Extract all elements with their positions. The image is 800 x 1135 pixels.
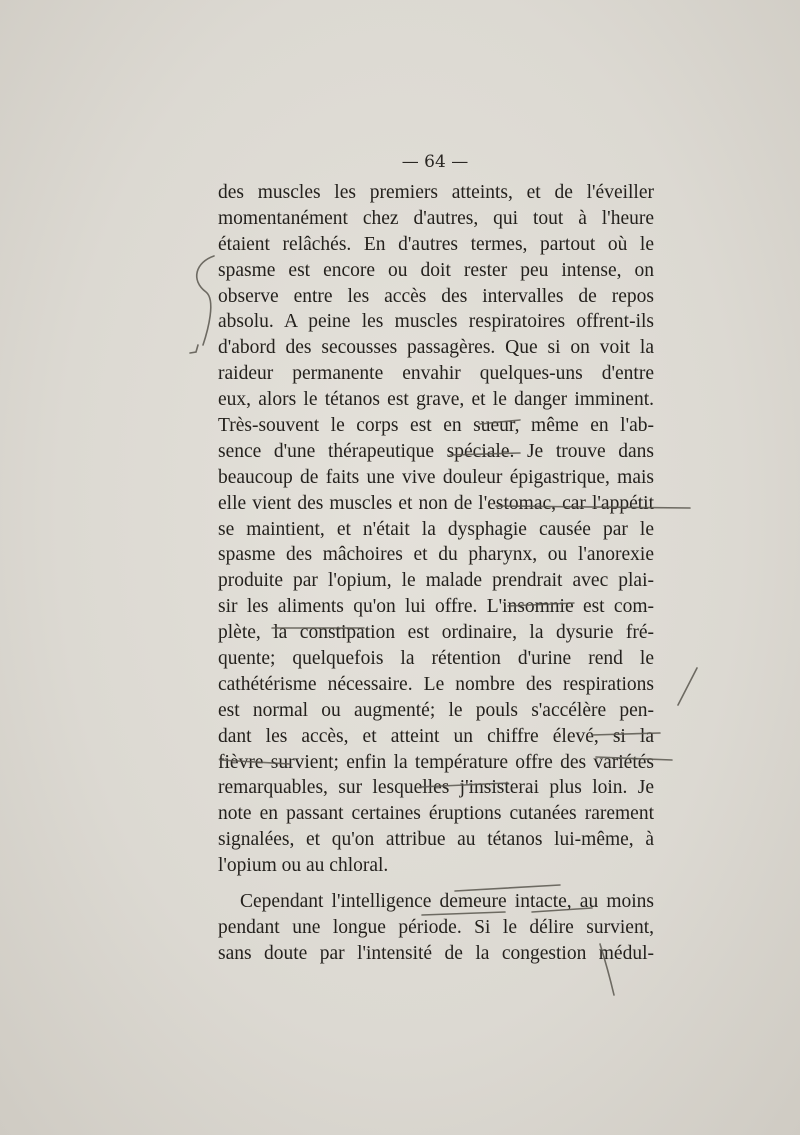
text-line: produite par l'opium, le malade prendrait avec plai- bbox=[218, 570, 654, 592]
margin-tick-mark bbox=[678, 668, 697, 705]
text-line: elle vient des muscles et non de l'estomac, car l'appétit bbox=[218, 492, 654, 514]
text-line: sans doute par l'intensité de la congestion médul- bbox=[218, 942, 654, 964]
margin-arrow-mark bbox=[190, 345, 198, 353]
text-line: note en passant certaines éruptions cutanées rarement bbox=[218, 803, 654, 825]
text-line: remarquables, sur lesquelles j'insisterai plus loin. Je bbox=[218, 777, 654, 799]
text-line: eux, alors le tétanos est grave, et le danger imminent. bbox=[218, 389, 654, 411]
text-line: plète, la constipation est ordinaire, la dysurie fré- bbox=[218, 622, 654, 644]
text-line: signalées, et qu'on attribue au tétanos lui-même, à bbox=[218, 829, 654, 851]
margin-bracket-mark bbox=[197, 256, 214, 345]
body-text bbox=[218, 180, 654, 967]
text-line: spasme des mâchoires et du pharynx, ou l'anorexie bbox=[218, 544, 654, 566]
text-line: spasme est encore ou doit rester peu intense, on bbox=[218, 259, 654, 281]
text-line: se maintient, et n'était la dysphagie causée par le bbox=[218, 518, 654, 540]
text-line: raideur permanente envahir quelques-uns d'entre bbox=[218, 363, 654, 385]
text-line: Très-souvent le corps est en sueur, même en l'ab- bbox=[218, 415, 654, 437]
text-line: d'abord des secousses passagères. Que si on voit la bbox=[218, 337, 654, 359]
text-line: l'opium ou au chloral. bbox=[218, 855, 389, 877]
text-line: fièvre survient; enfin la température offre des variétés bbox=[218, 751, 654, 773]
page-number: — 64 — bbox=[401, 152, 469, 172]
text-line: absolu. A peine les muscles respiratoires offrent-ils bbox=[218, 311, 654, 333]
text-line: est normal ou augmenté; le pouls s'accélère pen- bbox=[218, 699, 654, 721]
text-line: momentanément chez d'autres, qui tout à l'heure bbox=[218, 207, 654, 229]
text-line: des muscles les premiers atteints, et de l'éveiller bbox=[218, 182, 654, 203]
text-line: quente; quelquefois la rétention d'urine rend le bbox=[218, 648, 654, 670]
text-line: observe entre les accès des intervalles de repos bbox=[218, 285, 654, 307]
text-line: dant les accès, et atteint un chiffre élevé, si la bbox=[218, 725, 654, 747]
text-line: beaucoup de faits une vive douleur épigastrique, mais bbox=[218, 466, 654, 488]
text-line: étaient relâchés. En d'autres termes, partout où le bbox=[218, 233, 654, 255]
text-line: pendant une longue période. Si le délire survient, bbox=[218, 916, 654, 938]
text-line: cathétérisme nécessaire. Le nombre des respirations bbox=[218, 673, 654, 695]
text-line: sence d'une thérapeutique spéciale. Je trouve dans bbox=[218, 440, 654, 462]
text-line: sir les aliments qu'on lui offre. L'insomnie est com- bbox=[218, 596, 654, 618]
text-line: Cependant l'intelligence demeure intacte, au moins bbox=[240, 891, 654, 913]
